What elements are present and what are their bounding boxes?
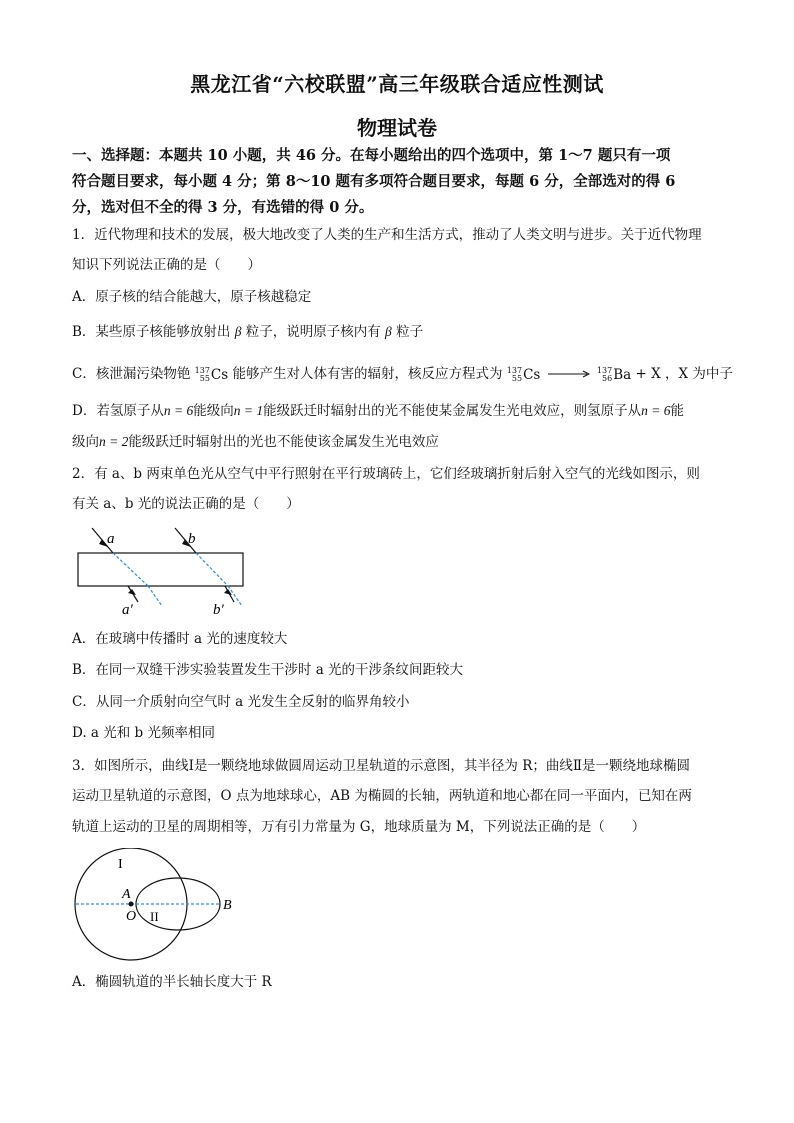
barium-nuclide — [597, 365, 631, 385]
q1-stem-line-1: 1．近代物理和技术的发展，极大地改变了人类的生产和生活方式，推动了人类文明与进步。关于近代物理 — [72, 227, 702, 243]
q2-stem-line-2: 有关 a、b 光的说法正确的是（ ） — [72, 496, 300, 512]
q1-d-n1: n = 1 — [233, 403, 264, 418]
q1-option-b-text-3: 粒子 — [396, 324, 424, 340]
exam-subtitle: 物理试卷 — [357, 116, 437, 140]
ba-atomic-number: 56 — [602, 374, 613, 383]
q2-stem-line-1: 2．有 a、b 两束单色光从空气中平行照射在平行玻璃砖上，它们经玻璃折射后射入空气的光线如图示，则 — [72, 466, 700, 482]
section-line-3: 分，选对但不全的得 3 分，有选错的得 0 分。 — [72, 199, 374, 216]
cs-symbol: Cs — [210, 366, 229, 383]
q3-stem-line-1: 3．如图所示，曲线Ⅰ是一颗绕地球做圆周运动卫星轨道的示意图，其半径为 R；曲线Ⅱ是一颗绕地球椭圆 — [72, 758, 691, 774]
cs-atomic-number-2: 55 — [511, 374, 523, 383]
cs-symbol-2: Cs — [523, 366, 541, 383]
label-b-prime: b′ — [213, 602, 224, 618]
q2-option-c: C．从同一介质射向空气时 a 光发生全反射的临界角较小 — [72, 694, 410, 710]
q2-option-b: B．在同一双缝干涉实验装置发生干涉时 a 光的干涉条纹间距较大 — [72, 662, 464, 678]
q1-d-n6: n = 6 — [163, 403, 194, 418]
q1-d-n2: n = 2 — [99, 434, 129, 449]
section-line-1: 一、选择题：本题共 10 小题，共 46 分。在每小题给出的四个选项中，第 1～7 题只有一项 — [72, 147, 671, 164]
refracted-ray-a-extension — [148, 586, 162, 606]
q1-d-n6-2: n = 6 — [641, 403, 671, 418]
q1-option-d-line-2 — [72, 432, 439, 452]
refracted-ray-a — [113, 553, 148, 586]
refracted-ray-b — [196, 553, 228, 586]
section-instructions — [72, 143, 724, 221]
q1-d-text-e: 级向 — [72, 434, 99, 450]
label-orbit-I: I — [118, 857, 123, 872]
q1-option-b — [72, 322, 423, 342]
orbit-figure — [70, 848, 250, 963]
q1-option-b-text-2: 粒子，说明原子核内有 — [245, 324, 381, 340]
q3-stem-line-3: 轨道上运动的卫星的周期相等，万有引力常量为 G，地球质量为 M，下列说法正确的是（ ） — [72, 819, 646, 835]
q3-option-a: A．椭圆轨道的半长轴长度大于 R — [72, 974, 272, 990]
q1-d-text-d: 能 — [670, 403, 684, 419]
q1-option-c — [72, 364, 733, 385]
ba-symbol: Ba — [613, 366, 632, 383]
q1-stem-line-2: 知识下列说法正确的是（ ） — [72, 257, 261, 273]
q2-option-d: D. a 光和 b 光频率相同 — [72, 725, 215, 741]
q1-d-text-a: D．若氢原子从 — [72, 403, 164, 419]
cs-mass-number-2: 137 — [506, 366, 523, 375]
q1-d-text-c: 能级跃迁时辐射出的光不能使某金属发生光电效应，则氢原子从 — [263, 403, 642, 419]
q1-beta-symbol-2: β — [385, 324, 392, 339]
label-a-prime: a′ — [122, 602, 133, 618]
q1-option-c-text-2: 能够产生对人体有害的辐射，核反应方程式为 — [232, 366, 503, 382]
ray-b2-arrow-icon — [224, 589, 232, 595]
q1-option-d-line-1 — [72, 401, 684, 421]
q1-d-text-b: 能级向 — [193, 403, 234, 419]
q1-option-c-text-1: C．核泄漏污染物铯 — [72, 366, 191, 382]
glass-block-figure — [70, 522, 260, 622]
exam-title: 黑龙江省“六校联盟”高三年级联合适应性测试 — [190, 72, 604, 96]
q1-option-a: A．原子核的结合能越大，原子核越稳定 — [72, 289, 312, 305]
label-orbit-II: II — [150, 909, 159, 924]
cesium-nuclide-reactant — [507, 365, 541, 385]
earth-center-dot — [129, 902, 134, 907]
q1-option-c-text-3: ，X 为中子 — [665, 366, 733, 382]
ray-a2-arrow-icon — [128, 589, 136, 595]
label-O: O — [126, 909, 137, 924]
q3-stem-line-2: 运动卫星轨道的示意图，O 点为地球球心，AB 为椭圆的长轴，两轨道和地心都在同一平面内，已知在两 — [72, 788, 692, 804]
q2-option-a: A．在玻璃中传播时 a 光的速度较大 — [72, 631, 288, 647]
label-a: a — [107, 531, 115, 547]
reaction-tail: + X — [635, 366, 661, 382]
q1-beta-symbol-1: β — [234, 324, 242, 339]
q1-d-text-f: 能级跃迁时辐射出的光也不能使该金属发生光电效应 — [128, 434, 439, 450]
label-B: B — [223, 898, 232, 913]
ba-mass-number: 137 — [596, 366, 613, 375]
cs-mass-number: 137 — [194, 366, 210, 375]
label-A: A — [122, 887, 131, 902]
cesium-nuclide — [195, 365, 229, 385]
glass-block — [78, 553, 243, 586]
section-line-2: 符合题目要求，每小题 4 分；第 8～10 题有多项符合题目要求，每题 6 分，全部选对的得 6 — [72, 173, 676, 190]
cs-atomic-number: 55 — [199, 374, 210, 383]
reaction-arrow-icon — [547, 365, 591, 385]
label-b: b — [188, 531, 196, 547]
q1-option-b-text-1: B．某些原子核能够放射出 — [72, 324, 231, 340]
